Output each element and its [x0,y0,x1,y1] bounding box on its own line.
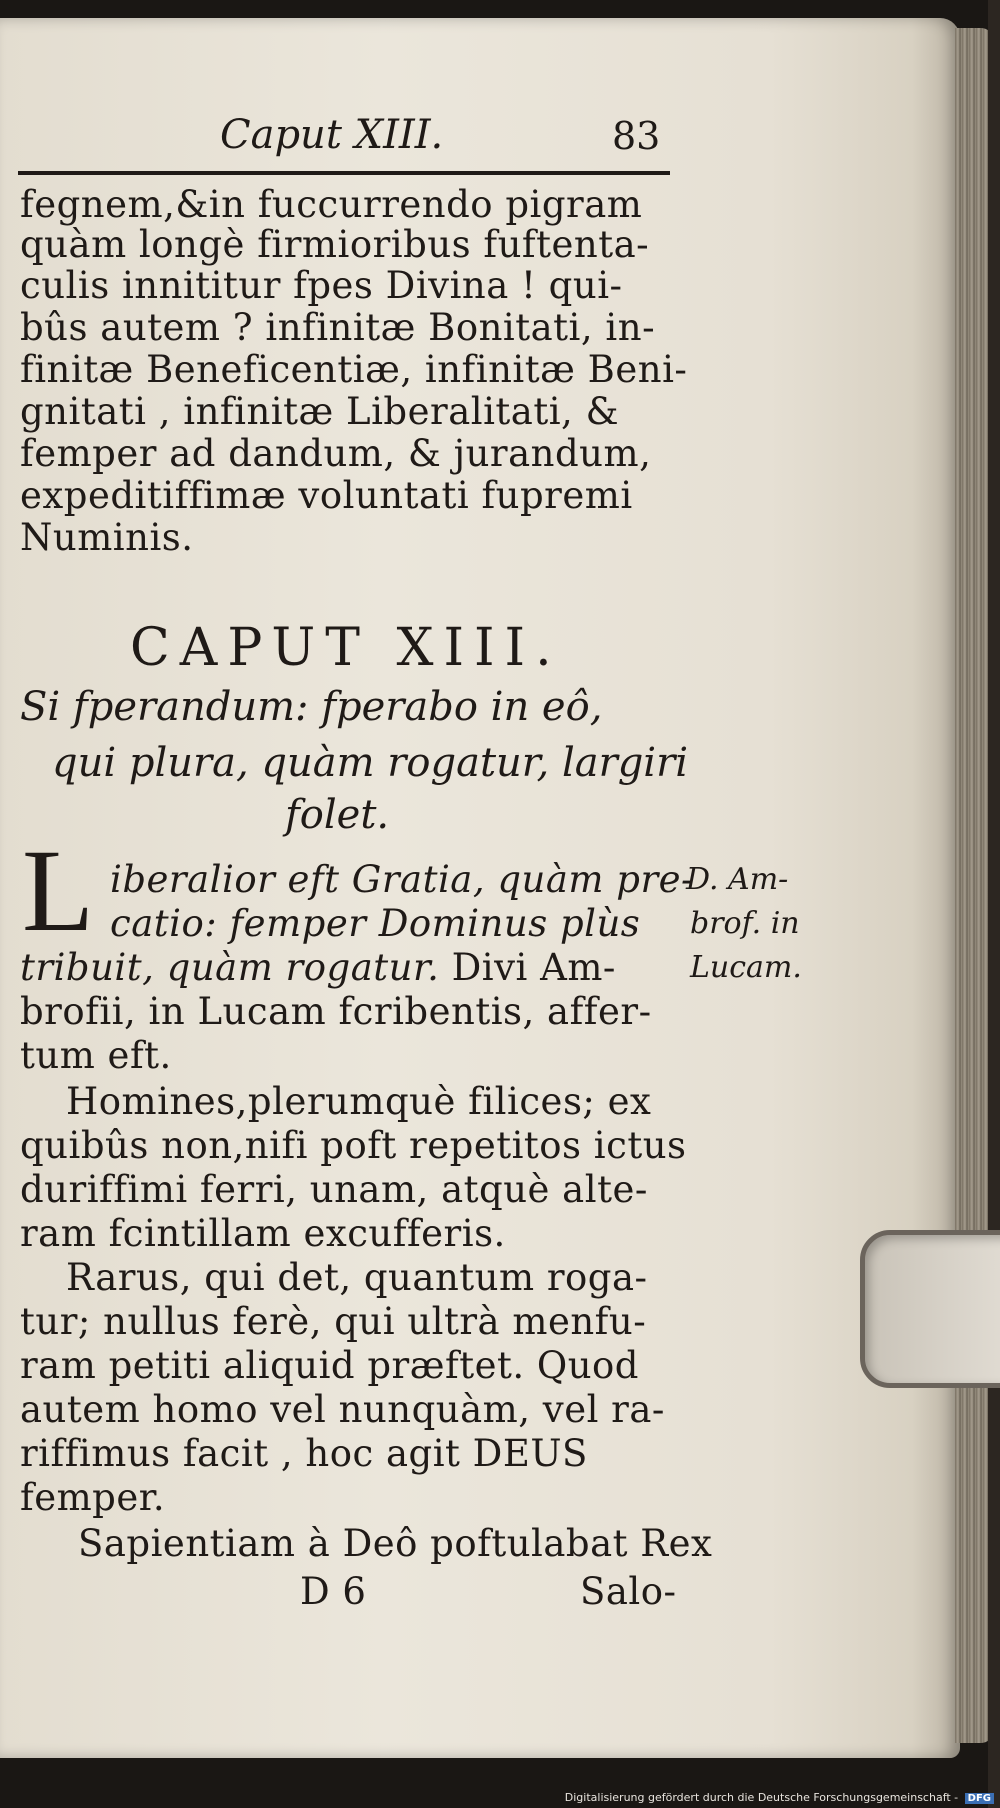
chapter-subtitle-line: qui plura, quàm rogatur, largiri [52,740,689,786]
page-number: 83 [612,114,661,158]
dfg-logo: DFG [965,1793,994,1804]
body-line: duriffimi ferri, unam, atquè alte- [20,1168,648,1211]
body-line-roman: Divi Am- [451,946,616,989]
body-line: Rarus, qui det, quantum roga- [66,1256,648,1299]
body-line: expeditiffimæ voluntati fupremi [20,474,633,517]
body-line: Homines,plerumquè filices; ex [66,1080,652,1123]
chapter-subtitle-line: folet. [285,792,390,838]
body-line: femper ad dandum, & jurandum, [20,432,652,475]
body-line: Sapientiam à Deô poftulabat Rex [78,1522,713,1565]
body-line: bûs autem ? infinitæ Bonitati, in- [20,306,656,349]
credit-text: Digitalisierung gefördert durch die Deutsche Forschungsgemeinschaft - [564,1791,959,1804]
running-title: Caput XIII. [220,112,444,158]
bookmark-tab [860,1230,1000,1388]
body-line: autem homo vel nunquàm, vel ra- [20,1388,665,1431]
body-line: quibûs non,nifi poft repetitos ictus [20,1124,687,1167]
margin-note-line: D. Am- [686,862,789,897]
body-line: Numinis. [20,516,194,559]
header-rule [18,171,670,175]
body-line-italic: tribuit, quàm rogatur. [20,946,440,989]
margin-note-line: Lucam. [690,950,802,985]
book-cover-edge [988,0,1000,1808]
drop-cap: L [22,825,95,956]
body-line: finitæ Beneficentiæ, infinitæ Beni- [20,348,688,391]
body-line: ram fcintillam excufferis. [20,1212,506,1255]
body-line: femper. [20,1476,166,1519]
body-line: ram petiti aliquid præftet. Quod [20,1344,639,1387]
body-line: brofii, in Lucam fcribentis, affer- [20,990,652,1033]
body-line: catio: femper Dominus plùs [110,902,641,945]
body-line: fegnem,&in fuccurrendo pigram [20,183,643,226]
body-line: riffimus facit , hoc agit DEUS [20,1432,588,1475]
signature-mark: D 6 [300,1570,367,1613]
body-line: culis innititur fpes Divina ! qui- [20,264,623,307]
body-line: gnitati , infinitæ Liberalitati, & [20,390,620,433]
body-line: quàm longè firmioribus fuftenta- [20,223,650,266]
body-line [20,946,616,989]
catchword: Salo- [580,1570,677,1613]
chapter-subtitle-line: Si fperandum: fperabo in eô, [20,684,603,730]
body-line: tur; nullus ferè, qui ultrà menfu- [20,1300,647,1343]
chapter-heading: CAPUT XIII. [130,618,562,678]
body-line: iberalior eft Gratia, quàm pre- [110,858,695,901]
body-line: tum eft. [20,1034,172,1077]
digitization-credit [565,1791,994,1804]
margin-note-line: brof. in [690,906,800,941]
